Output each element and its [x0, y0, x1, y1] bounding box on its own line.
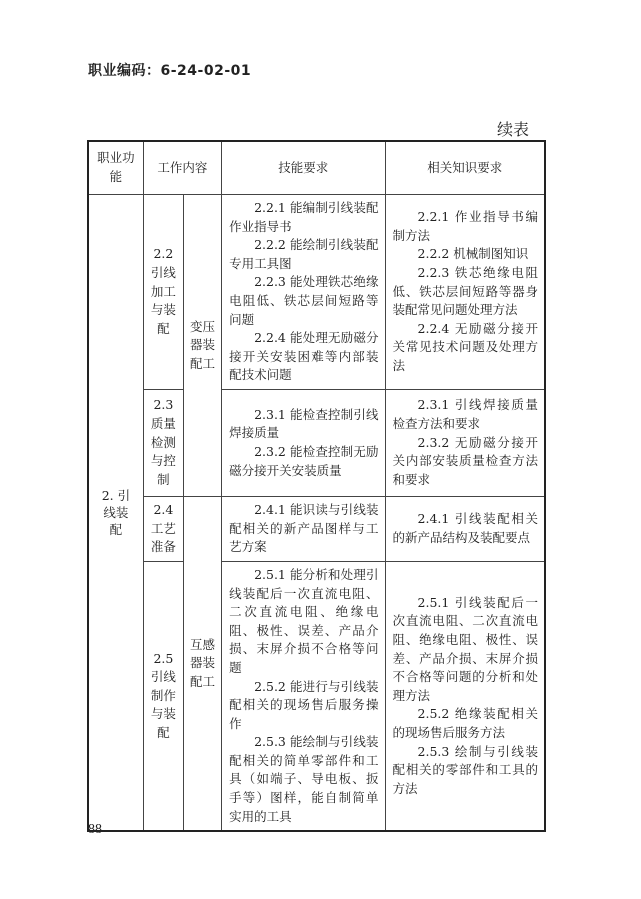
content-cell: 2.4 工艺准备: [143, 496, 183, 561]
knowledge-item: 2.5.1 引线装配后一次直流电阻、二次直流电阻、绝缘电阻、极性、误差、产品介损、末屏介损不合格等问题的分析和处理方法: [392, 594, 538, 703]
knowledge-item: 2.3.2 无励磁分接开关内部安装质量检查方法和要求: [392, 434, 538, 487]
skill-item: 2.5.1 能分析和处理引线装配后一次直流电阻、二次直流电阻、绝缘电阻、极性、误差、产品介损、末屏介损不合格等问题: [229, 566, 379, 675]
column-header: 职业功能: [88, 141, 143, 195]
knowledge-cell: [385, 561, 545, 831]
knowledge-item: 2.2.3 铁芯绝缘电阻低、铁芯层间短路等器身装配常见问题处理方法: [392, 265, 538, 318]
page-number: 88: [88, 822, 102, 837]
column-header: 相关知识要求: [385, 141, 545, 195]
knowledge-cell: [385, 496, 545, 561]
skills-cell: [222, 195, 385, 390]
skills-cell: [222, 561, 385, 831]
skill-item: 2.3.2 能检查控制无励磁分接开关安装质量: [229, 443, 379, 478]
knowledge-item: 2.4.1 引线装配相关的新产品结构及装配要点: [392, 511, 538, 545]
occupation-code: 职业编码：6-24-02-01: [88, 63, 252, 79]
column-header: 技能要求: [222, 141, 385, 195]
knowledge-cell: [385, 195, 545, 390]
table-row: [88, 389, 545, 496]
continued-label: 续表: [497, 120, 530, 139]
skills-table: [87, 140, 546, 832]
skill-item: 2.4.1 能识读与引线装配相关的新产品图样与工艺方案: [229, 502, 379, 555]
skill-item: 2.5.3 能绘制与引线装配相关的简单零部件和工具（如端子、导电板、扳手等）图样，能自制简单实用的工具: [229, 734, 379, 824]
skills-cell: [222, 496, 385, 561]
content-cell: 2.3 质量检测与控制: [143, 389, 183, 496]
knowledge-item: 2.2.4 无励磁分接开关常见技术问题及处理方法: [392, 320, 538, 374]
table-row: [88, 561, 545, 831]
knowledge-item: 2.5.2 绝缘装配相关的现场售后服务方法: [392, 706, 538, 740]
skills-cell: [222, 389, 385, 496]
role-cell: 互感器装配工: [184, 496, 222, 831]
table-row: [88, 195, 545, 390]
knowledge-item: 2.2.2 机械制图知识: [417, 246, 529, 262]
skill-item: 2.2.1 能编制引线装配作业指导书: [229, 200, 379, 234]
skill-item: 2.2.3 能处理铁芯绝缘电阻低、铁芯层间短路等问题: [229, 274, 379, 327]
table-row: [88, 496, 545, 561]
knowledge-item: 2.3.1 引线焊接质量检查方法和要求: [392, 397, 538, 432]
content-cell: 2.5 引线制作与装配: [143, 561, 183, 831]
knowledge-item: 2.5.3 绘制与引线装配相关的零部件和工具的方法: [392, 743, 538, 796]
table-header-row: [88, 141, 545, 195]
knowledge-item: 2.2.1 作业指导书编制方法: [392, 209, 538, 243]
content-cell: 2.2 引线加工与装配: [143, 195, 183, 390]
knowledge-cell: [385, 389, 545, 496]
skill-item: 2.5.2 能进行与引线装配相关的现场售后服务操作: [229, 678, 379, 731]
role-cell: 变压器装配工: [184, 195, 222, 497]
skill-item: 2.2.2 能绘制引线装配专用工具图: [229, 237, 379, 271]
column-header: 工作内容: [143, 141, 221, 195]
skill-item: 2.3.1 能检查控制引线焊接质量: [229, 406, 379, 441]
function-cell: 2. 引线装配: [88, 195, 143, 832]
skill-item: 2.2.4 能处理无励磁分接开关安装困难等内部装配技术问题: [229, 330, 379, 383]
